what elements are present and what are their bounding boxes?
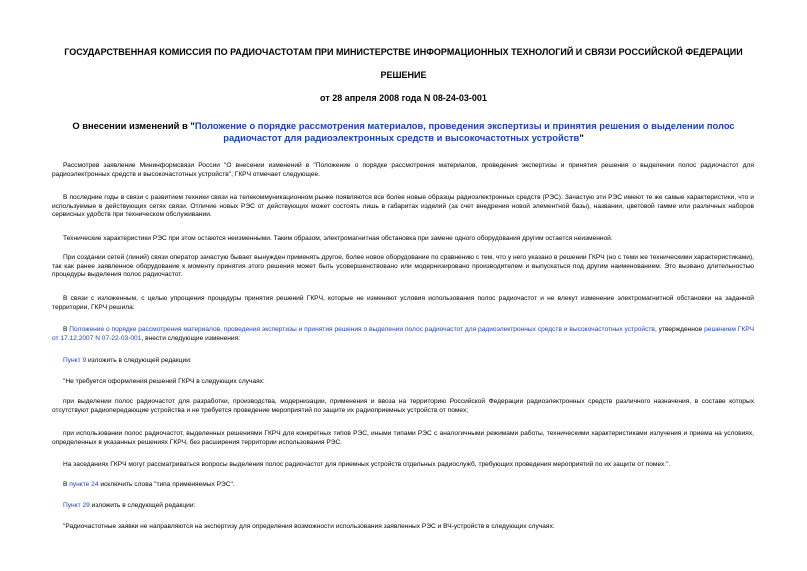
paragraph-6-text-c: , внести следующие изменения: [141,334,241,342]
paragraph-7-text: изложить в следующей редакции: [86,357,192,364]
paragraph-12-text-a: В [63,481,70,488]
item-24-link[interactable]: пункте 24 [69,481,99,488]
decision-link[interactable]: решением ГКРЧ от 17.12.2007 N 07-22-03-001 [52,326,755,342]
paragraph-7 [52,357,754,366]
title-suffix: " [579,132,584,143]
item-9-link[interactable]: Пункт 9 [63,357,87,364]
paragraph-10: при использовании полос радиочастот, выделенных решениями ГКРЧ для конкретных типов РЭС, иными типами РЭС с аналогичными режимами работы, техническими характеристиками излучения и приема на условиях, определенных в указанных решениях ГКРЧ, без расширения территории использования РЭС. [52,430,754,446]
title-prefix: О внесении изменений в " [72,120,195,131]
paragraph-6 [52,326,754,343]
paragraph-6-text-b: , утвержденное [654,326,705,333]
document-date-number: от 28 апреля 2008 года N 08-24-03-001 [320,93,487,103]
document-type: РЕШЕНИЕ [380,70,427,80]
paragraph-9: при выделении полос радиочастот для разработки, производства, модернизации, применения и ввоза на территорию Российской Федерации радиоэлектронных средств различного назначения, в составе которых отсутствуют радиопередающие устройства и не требуется проведение мероприятий по защите их радиоприемных устройств от помех; [52,398,754,414]
document-title [52,120,755,144]
paragraph-14: "Радиочастотные заявки не направляются на экспертизу для определения возможности использования заявленных РЭС и ВЧ-устройств в следующих случаях: [63,523,555,530]
paragraph-8: "Не требуется оформления решений ГКРЧ в следующих случаях: [63,378,265,385]
paragraph-3: Технические характеристики РЭС при этом остаются неизменными. Таким образом, электромагнитная обстановка при замене одного оборудования другим остается неизменной. [63,235,613,242]
regulation-link[interactable]: Положение о порядке рассмотрения материалов, проведения экспертизы и принятия решения о выделении полос радиочастот для радиоэлектронных средств и высокочастотных устройств [69,326,655,333]
paragraph-1: Рассмотрев заявление Мининформсвязи России "О внесении изменений в "Положение о порядке рассмотрения материалов, проведения экспертизы и принятия решения о выделении полос радиочастот для радиоэлектронных средств и высокочастотных устройств", ГКРЧ отмечает следующее. [52,162,754,178]
paragraph-13 [52,502,754,511]
paragraph-5: В связи с изложенным, с целью упрощения процедуры принятия решений ГКРЧ, которые не изменяют условия использования полос радиочастот и не влекут изменение электромагнитной обстановки на заданной территории, ГКРЧ решила: [52,295,754,311]
paragraph-13-text: изложить в следующей редакции: [89,502,196,509]
paragraph-4: При создании сетей (линий) связи оператор зачастую бывает вынужден применять другое, более новое оборудование по сравнению с тем, что у него указано в решении ГКРЧ (но с теми же техническими характеристиками), так как ранее заявленное оборудование к моменту принятия этого решения может быть усовершенствовано или модернизировано производителем и выпускаться под другим наименованием. Это вызвано длительностью процедуры выделения полос радиочастот. [52,254,754,279]
paragraph-2: В последние годы в связи с развитием техники связи на телекоммуникационном рынке появляются все более новые образцы радиоэлектронных средств (РЭС). Зачастую эти РЭС имеют те же самые характеристики, что и используемые в действующих сетях связи. Отличие новых РЭС от действующих может состоять лишь в габаритах изделий (за счет внедрения новой элементной базы), названии, цветовой гамме или различных наборов сервисных удобств при техническом обслуживании. [52,194,754,219]
paragraph-12-text-b: исключить слова "типа применяемых РЭС". [98,481,235,488]
item-29-link[interactable]: Пункт 29 [63,502,90,509]
paragraph-11: На заседаниях ГКРЧ могут рассматриваться вопросы выделения полос радиочастот для приемных устройств отдельных радиослужб, требующих проведения мероприятий по их защите от помех.". [63,461,671,468]
title-link[interactable]: Положение о порядке рассмотрения материалов, проведения экспертизы и принятия решения о выделении полос радиочастот для радиоэлектронных средств и высокочастотных устройств [194,120,735,143]
paragraph-12 [52,481,754,490]
paragraph-6-text-a: В [63,326,70,333]
commission-header: ГОСУДАРСТВЕННАЯ КОМИССИЯ ПО РАДИОЧАСТОТАМ ПРИ МИНИСТЕРСТВЕ ИНФОРМАЦИОННЫХ ТЕХНОЛОГИЙ И СВЯЗИ РОССИЙСКОЙ ФЕДЕРАЦИИ [64,47,743,57]
